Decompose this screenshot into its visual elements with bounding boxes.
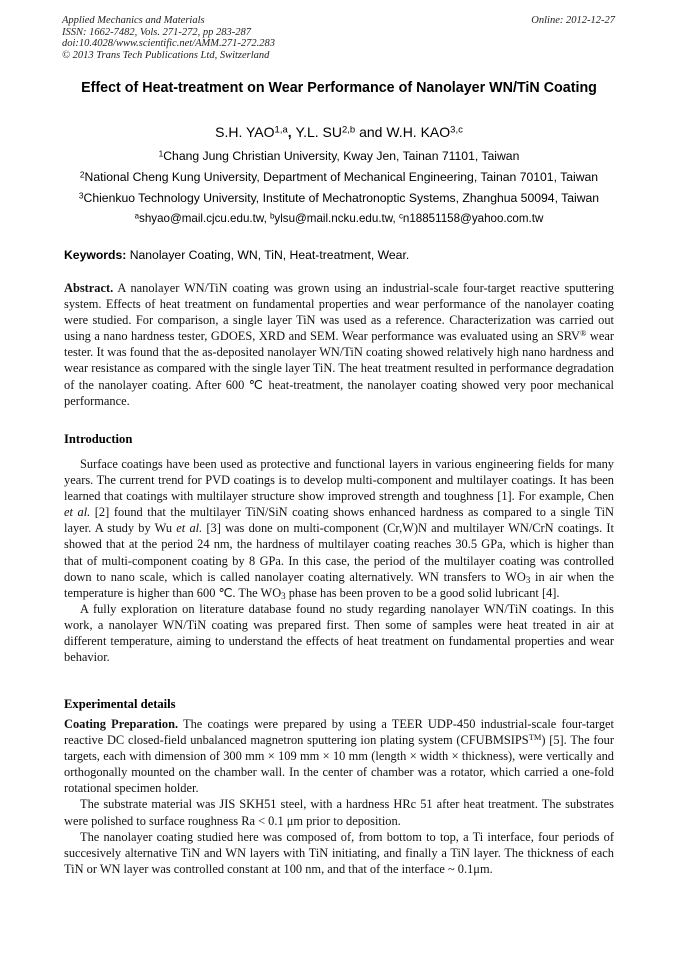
keywords [64, 248, 409, 262]
author-name: S.H. YAO [215, 124, 275, 140]
body-text: in air when the temperature is higher than 600 ℃. The WO [64, 569, 614, 600]
body-text: The coatings were prepared by using a TEER UDP-450 industrial-scale four-target reactive DC closed-field unbalanced magnetron sputtering ion plating system (CFUBMSIPS [64, 717, 614, 748]
affiliation-2 [64, 170, 614, 184]
experimental-paragraph-3: The nanolayer coating studied here was composed of, from bottom to top, a Ti interface, four periods of succesively alternative TiN and WN layers with TiN initiating, and finally a TiN layer. The thickness of each TiN or WN layer was controlled constant at 100 nm, and that of the interface ~ 0.1μm. [64, 829, 614, 876]
et-al: et al. [64, 505, 91, 520]
abstract-text: wear tester. It was found that the as-deposited nanolayer WN/TiN coating showed relatively high nano hardness and wear resistance as compared with the single layer TiN. The heat treatment resulted in performance degradation of the nanolayer coating. After 600 ℃ heat-treatment, the nanolayer coating showed very poor mechanical performance. [64, 329, 614, 408]
email-address[interactable]: shyao@mail.cjcu.edu.tw, [139, 212, 271, 225]
email-mark: b [270, 211, 275, 221]
online-date: Online: 2012-12-27 [531, 15, 615, 26]
body-text: ) [5]. The four targets, each with dimension of 300 mm × 109 mm × 10 mm (length × width × thickness), were vertically and orthogonally mounted on the chamber wall. In the center of chamber was a rotator, which carried a one-fold rotational specimen holder. [64, 733, 614, 796]
email-address[interactable]: ylsu@mail.ncku.edu.tw, [274, 212, 399, 225]
trademark-mark: TM [528, 732, 542, 743]
keywords-text: Nanolayer Coating, WN, TiN, Heat-treatment, Wear. [126, 248, 410, 262]
journal-name: Applied Mechanics and Materials [62, 15, 205, 26]
affiliation-text: Chang Jung Christian University, Kway Jen, Tainan 71101, Taiwan [163, 149, 520, 163]
affiliation-1 [64, 149, 614, 163]
author-separator: , [287, 124, 296, 140]
issn-line: ISSN: 1662-7482, Vols. 271-272, pp 283-287 [62, 26, 251, 38]
experimental-body [64, 716, 614, 877]
subscript: 3 [281, 590, 286, 601]
introduction-heading: Introduction [64, 432, 133, 446]
keywords-label: Keywords: [64, 248, 127, 262]
introduction-paragraph-1 [64, 456, 614, 601]
author-separator: and [355, 124, 387, 140]
author-affiliation-mark: 2,b [341, 124, 356, 136]
paper-title: Effect of Heat-treatment on Wear Performance of Nanolayer WN/TiN Coating [81, 80, 597, 96]
et-al: et al. [176, 521, 203, 536]
doi-line: doi:10.4028/www.scientific.net/AMM.271-272.283 [62, 38, 275, 49]
abstract-text: A nanolayer WN/TiN coating was grown using an industrial-scale four-target reactive sputtering system. Effects of heat treatment on fundamental properties and wear performance of the nanolayer coating were studied. For comparison, a single layer TiN was used as a reference. Characterization was carried out using a nano hardness tester, GDOES, XRD and SEM. Wear performance was evaluated using an SRV [64, 281, 614, 344]
author-affiliation-mark: 1,a [274, 124, 288, 136]
email-mark: a [134, 211, 140, 221]
author-affiliation-mark: 3,c [450, 124, 463, 136]
subscript: 3 [525, 574, 531, 585]
copyright-line: © 2013 Trans Tech Publications Ltd, Switzerland [62, 49, 270, 61]
registered-mark: ® [579, 328, 587, 339]
experimental-heading: Experimental details [64, 697, 176, 711]
body-text: Surface coatings have been used as protective and functional layers in various engineering fields for many years. The current trend for PVD coatings is to develop multi-component and multilayer coatings. It has been learned that coatings with multilayer structure show improved strength and toughness [1]. For example, Chen [64, 457, 614, 504]
abstract-label: Abstract. [64, 281, 114, 295]
author-list [64, 124, 614, 140]
run-in-heading: Coating Preparation. [64, 717, 179, 731]
body-text: [2] found that the multilayer TiN/SiN coating shows enhanced hardness as compared to a single TiN layer. A study by Wu [64, 505, 615, 536]
email-mark: c [398, 211, 403, 221]
abstract-paragraph [64, 280, 614, 409]
affiliation-mark: 3 [78, 190, 84, 201]
author-name: Y.L. SU [295, 124, 342, 140]
body-text: phase has been proven to be a good solid lubricant [4]. [285, 585, 560, 600]
affiliation-mark: 2 [79, 169, 85, 180]
affiliation-mark: 1 [158, 148, 164, 159]
introduction-body [64, 456, 614, 665]
email-address[interactable]: n18851158@yahoo.com.tw [402, 212, 544, 225]
affiliation-text: Chienkuo Technology University, Institute of Mechatronoptic Systems, Zhanghua 50094, Taiwan [83, 191, 600, 205]
experimental-paragraph-2: The substrate material was JIS SKH51 steel, with a hardness HRc 51 after heat treatment. The substrates were polished to surface roughness Ra < 0.1 μm prior to deposition. [64, 797, 614, 828]
author-emails [64, 212, 614, 225]
introduction-paragraph-2: A fully exploration on literature database found no study regarding nanolayer WN/TiN coatings. In this work, a nanolayer WN/TiN coating was prepared first. Then some of samples were heat treated in air at different temperature, aiming to understand the effects of heat treatment on fundamental properties and wear behavior. [64, 601, 614, 665]
author-name: W.H. KAO [386, 124, 451, 140]
affiliation-text: National Cheng Kung University, Department of Mechanical Engineering, Tainan 70101, Taiwan [84, 170, 599, 184]
abstract [64, 280, 614, 409]
running-header [62, 15, 275, 61]
body-text: [3] was done on multi-component (Cr,W)N and multilayer WN/CrN coatings. It showed that at the period 24 nm, the hardness of multilayer coating reaches 30.5 GPa, which is higher than that of multi-component coating by 8 GPa. In this case, the period of the multilayer coating was controlled down to nano scale, which is called nanolayer coating alternatively. WN transfers to WO [64, 521, 615, 584]
affiliation-3 [64, 191, 614, 205]
experimental-paragraph-1 [64, 716, 614, 796]
